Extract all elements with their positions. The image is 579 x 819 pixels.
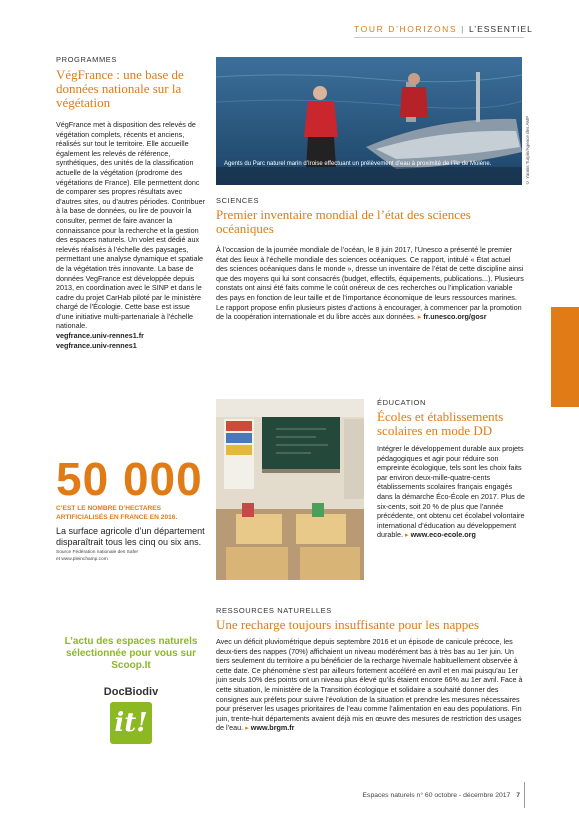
ecoles-body-text: Intégrer le développement durable aux projets pédagogiques et agir pour réduire son empreinte écologique, tels sont les choix faits par environ deux-mille-quatre-cents établissements scolaires français engagés dans la démarche Éco-École en 2017. Plus de six-cents, soit 20 % de plus que l’année précédente, ont obtenu cet écolabel volontaire international d’éducation au développement durable. <box>377 444 525 540</box>
stat-block <box>56 455 206 562</box>
stat-text: La surface agricole d’un département disparaîtrait tous les cinq ou six ans. <box>56 526 205 547</box>
ressources-link[interactable]: www.brgm.fr <box>250 723 295 733</box>
ressources-body-text: Avec un déficit pluviométrique depuis septembre 2016 et un épisode de canicule précoce, les deux-tiers des nappes (70%) affichaient un niveau modérément bas à très bas au 1er juin. Un tiers seulement du territoire a pu bénéficier de la recharge hivernale habituellement observée à cette date. Ce phénomène s’est par ailleurs fortement accéléré en avril et en mai puisqu’au 1er juin seuls 10% des points ont un niveau plus élevé qu’ils étaient encore 66% au 1er avril. Face à cette situation, le ministère de la Transition écologique et solidaire a souhaité donner des consignes aux préfets pour suivre l’évolution de la situation et prendre les mesures nécessaires pour préserver les usages prioritaires de l’eau comme l’alimentation en eau des populations. Fin juin, trente-huit départements avaient déjà mis en œuvre des mesures de restriction des usages de l’eau. <box>216 637 523 733</box>
footer-text: Espaces naturels n° 60 octobre - décembre 2017 <box>362 792 511 799</box>
footer-rule <box>524 782 525 808</box>
scoop-brand: DocBiodiv <box>103 686 159 698</box>
ressources-article <box>216 606 524 733</box>
vegfrance-article <box>56 55 206 350</box>
scoop-text: L’actu des espaces naturels sélectionnée pour vous sur Scoop.It <box>64 636 198 671</box>
header-separator: | <box>461 24 465 34</box>
header-rule <box>354 37 524 38</box>
ressources-tag: RESSOURCES NATURELLES <box>216 606 332 615</box>
ecoles-link-arrow: ▸ <box>404 530 411 540</box>
boat-photo-credit: © Yannis Turpin/Agence des AMP <box>525 115 530 185</box>
stat-caption: C’EST LE NOMBRE D’HECTARES ARTIFICIALISÉS EN FRANCE EN 2016. <box>56 505 178 521</box>
header-section: TOUR D’HORIZONS <box>354 24 458 34</box>
oceans-article <box>216 196 524 322</box>
oceans-body <box>216 245 524 322</box>
ecoles-body <box>377 444 525 540</box>
ecoles-tag: ÉDUCATION <box>377 398 427 407</box>
oceans-body-text: À l’occasion de la journée mondiale de l’océan, le 8 juin 2017, l’Unesco a présenté le premier état des lieux à l’échelle mondiale des sciences océaniques. Ce rapport, intitulé « État actuel des sciences océaniques dans le monde », dresse un inventaire de l’état de cette discipline ainsi que des moyens qui lui sont consacrés (budget, effectifs, équipements, publications...). Plusieurs constats ont ainsi été faits comme le coût onéreux de ces recherches ou l’implication variable des pays en fonction de leur taille et de l’importance économique de leurs ressources marines. Le rapport propose enfin plusieurs pistes d’actions à encourager, à commencer par la promotion de la coopération internationale et du libre accès aux données. <box>216 245 524 322</box>
side-tab <box>551 307 579 407</box>
header-subsection: L’ESSENTIEL <box>468 24 533 34</box>
ressources-body <box>216 637 524 733</box>
page-footer <box>340 792 520 799</box>
scoop-logo[interactable] <box>110 702 152 744</box>
ecoles-article <box>377 398 525 540</box>
oceans-link[interactable]: fr.unesco.org/gosr <box>423 312 487 322</box>
ecoles-link[interactable]: www.eco-ecole.org <box>410 530 476 540</box>
vegfrance-title: VégFrance : une base de données nationale sur la végétation <box>56 67 184 110</box>
stat-source-2: et www.pleinchamp.com <box>56 557 108 563</box>
ressources-link-arrow: ▸ <box>245 723 251 733</box>
classroom-photo <box>216 399 364 580</box>
vegfrance-link-1[interactable]: vegfrance.univ-rennes1.fr <box>56 331 144 341</box>
vegfrance-link-2[interactable]: vegfrance.univ-rennes1 <box>56 340 137 350</box>
scoop-logo-text: it! <box>114 708 148 738</box>
vegfrance-body: VégFrance met à disposition des relevés de végétation complets, récents et anciens, réalisés sur tout le territoire. Elle accueille également les relevés de référence, synthétiques, des unités de la classification actuelle de la végétation (prodrome des végétations de France). Elle permettent donc de comparer ses propres résultats avec d’autres sites, ou d’autres périodes. Contribuer à la base de données, ou lire de pouvoir la consulter, permet de faire avancer la connaissance pour la recherche et la gestion des espaces naturels. Un volet est dédié aux relevés réalisés à l’échelle des paysages, permettant une analyse dynamique et spatiale de la végétation très innovante. La base de données VegFrance est développée depuis 2013, en coordination avec le SINP et dans le cadre du projet CarHab piloté par le ministère chargé de l’Écologie. Cette base est issue d’une initiative multi-partenariale à l’échelle nationale. <box>56 120 206 331</box>
boat-photo <box>216 57 522 185</box>
ressources-title: Une recharge toujours insuffisante pour les nappes <box>216 617 480 632</box>
boat-photo-caption: Agents du Parc naturel marin d’Iroise effectuant un prélèvement d’eau à proximité de l’île de Molène. <box>224 161 492 167</box>
oceans-tag: SCIENCES <box>216 196 260 205</box>
oceans-link-arrow: ▸ <box>417 312 424 322</box>
stat-source-1: Source Fédération nationale des Safer <box>56 550 139 556</box>
page-header <box>354 24 533 34</box>
vegfrance-tag: PROGRAMMES <box>56 55 118 64</box>
classroom-photo-image <box>216 399 364 580</box>
stat-number: 50 000 <box>56 453 203 505</box>
ecoles-title: Écoles et établissements scolaires en mode DD <box>377 409 504 438</box>
footer-page-number: 7 <box>516 792 520 799</box>
scoop-block[interactable] <box>56 636 206 744</box>
oceans-title: Premier inventaire mondial de l’état des sciences océaniques <box>216 207 471 236</box>
